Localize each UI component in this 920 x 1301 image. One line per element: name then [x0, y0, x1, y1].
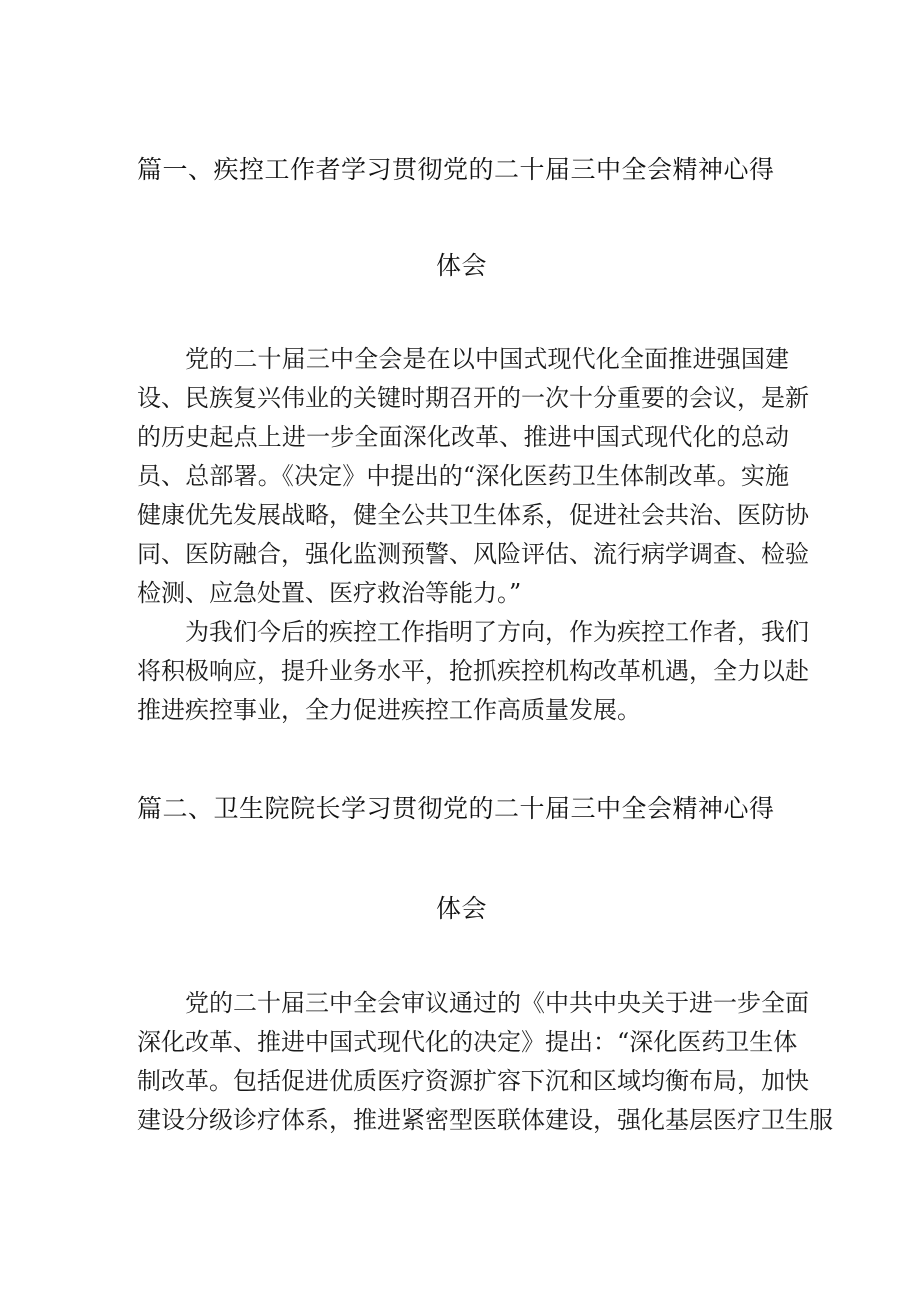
section1-para1-line: 党的二十届三中全会是在以中国式现代化全面推进强国建	[185, 345, 789, 373]
section1-para2-line: 推进疾控事业，全力促进疾控工作高质量发展。	[137, 696, 641, 724]
section1-para1-line: 同、医防融合，强化监测预警、风险评估、流行病学调查、检验	[137, 540, 809, 568]
section2-para1-line: 深化改革、推进中国式现代化的决定》提出：“深化医药卫生体	[137, 1028, 798, 1056]
section1-para2-line: 为我们今后的疾控工作指明了方向，作为疾控工作者，我们	[185, 618, 809, 646]
section1-para1-line: 员、总部署。《决定》中提出的“深化医药卫生体制改革。实施	[137, 462, 789, 490]
section1-para1-line: 的历史起点上进一步全面深化改革、推进中国式现代化的总动	[137, 423, 789, 451]
section2-para1-line: 制改革。包括促进优质医疗资源扩容下沉和区域均衡布局，加快	[137, 1067, 809, 1095]
section1-para1-line: 检测、应急处置、医疗救治等能力。”	[137, 579, 522, 607]
section2-title-line1: 篇二、卫生院院长学习贯彻党的二十届三中全会精神心得	[137, 794, 775, 823]
section1-para1-line: 健康优先发展战略，健全公共卫生体系，促进社会共治、医防协	[137, 501, 809, 529]
section1-title-line2: 体会	[436, 251, 488, 280]
section2-para1-line: 建设分级诊疗体系，推进紧密型医联体建设，强化基层医疗卫生服	[137, 1106, 833, 1134]
section1-para2-line: 将积极响应，提升业务水平，抢抓疾控机构改革机遇，全力以赴	[137, 657, 809, 685]
section1-para1-line: 设、民族复兴伟业的关键时期召开的一次十分重要的会议，是新	[137, 384, 809, 412]
section2-para1-line: 党的二十届三中全会审议通过的《中共中央关于进一步全面	[185, 989, 809, 1017]
section2-title-line2: 体会	[436, 894, 488, 923]
section1-title-line1: 篇一、疾控工作者学习贯彻党的二十届三中全会精神心得	[137, 155, 775, 184]
